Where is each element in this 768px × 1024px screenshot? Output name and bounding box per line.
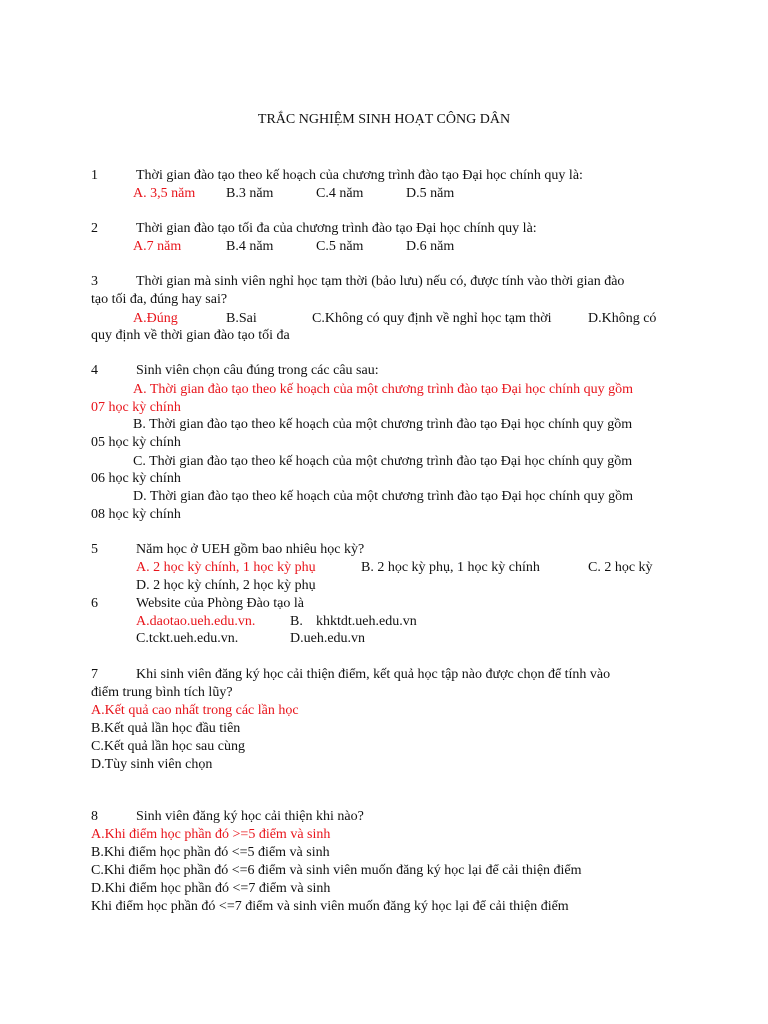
question-8-option-b: B.Khi điểm học phần đó <=5 điểm và sinh bbox=[91, 845, 330, 860]
question-7-number: 7 bbox=[91, 667, 98, 682]
question-7-option-b: B.Kết quả lần học đầu tiên bbox=[91, 721, 241, 736]
question-5-option-a: A. 2 học kỳ chính, 1 học kỳ phụ bbox=[136, 560, 316, 575]
question-8-number: 8 bbox=[91, 809, 98, 824]
question-4-option-b-line1: B. Thời gian đào tạo theo kế hoạch của một chương trình đào tạo Đại học chính quy gồm bbox=[133, 417, 633, 432]
question-4-option-c-line1: C. Thời gian đào tạo theo kế hoạch của một chương trình đào tạo Đại học chính quy gồm bbox=[133, 454, 633, 469]
question-6-option-b-label: B. bbox=[290, 614, 303, 629]
question-3-option-d: D.Không có bbox=[588, 311, 657, 326]
question-4-option-a-line2: 07 học kỳ chính bbox=[91, 400, 181, 415]
question-3-option-c: C.Không có quy định về nghỉ học tạm thời bbox=[312, 311, 552, 326]
document-title: TRẮC NGHIỆM SINH HOẠT CÔNG DÂN bbox=[257, 112, 511, 127]
question-3-option-d-cont: quy định về thời gian đào tạo tối đa bbox=[91, 328, 290, 343]
question-1-text: Thời gian đào tạo theo kế hoạch của chương trình đào tạo Đại học chính quy là: bbox=[136, 168, 583, 183]
question-4-number: 4 bbox=[91, 363, 98, 378]
question-3-number: 3 bbox=[91, 274, 98, 289]
question-7-option-a: A.Kết quả cao nhất trong các lần học bbox=[91, 703, 299, 718]
question-6-number: 6 bbox=[91, 596, 98, 611]
question-5-option-c: C. 2 học kỳ bbox=[588, 560, 653, 575]
question-3-text-line1: Thời gian mà sinh viên nghỉ học tạm thời (bảo lưu) nếu có, được tính vào thời gian đào bbox=[136, 274, 625, 289]
question-8-option-d: D.Khi điểm học phần đó <=7 điểm và sinh bbox=[91, 881, 331, 896]
question-7-text-line2: điểm trung bình tích lũy? bbox=[91, 685, 233, 700]
question-4-option-d-line2: 08 học kỳ chính bbox=[91, 507, 181, 522]
question-3-option-a: A.Đúng bbox=[133, 311, 178, 326]
question-1-option-d: D.5 năm bbox=[406, 186, 455, 201]
question-6-text: Website của Phòng Đào tạo là bbox=[136, 596, 304, 611]
question-4-option-d-line1: D. Thời gian đào tạo theo kế hoạch của một chương trình đào tạo Đại học chính quy gồm bbox=[133, 489, 633, 504]
question-6-option-a: A.daotao.ueh.edu.vn. bbox=[136, 614, 256, 629]
question-4-text: Sinh viên chọn câu đúng trong các câu sau: bbox=[136, 363, 379, 378]
question-2-option-c: C.5 năm bbox=[316, 239, 364, 254]
question-7-option-d: D.Tùy sinh viên chọn bbox=[91, 757, 213, 772]
question-2-option-d: D.6 năm bbox=[406, 239, 455, 254]
question-7-option-c: C.Kết quả lần học sau cùng bbox=[91, 739, 245, 754]
question-1-option-a: A. 3,5 năm bbox=[133, 186, 196, 201]
question-6-option-c: C.tckt.ueh.edu.vn. bbox=[136, 631, 239, 646]
question-8-option-c: C.Khi điểm học phần đó <=6 điểm và sinh viên muốn đăng ký học lại để cải thiện điểm bbox=[91, 863, 582, 878]
question-5-text: Năm học ở UEH gồm bao nhiêu học kỳ? bbox=[136, 542, 365, 557]
question-5-option-b: B. 2 học kỳ phụ, 1 học kỳ chính bbox=[361, 560, 540, 575]
question-2-number: 2 bbox=[91, 221, 98, 236]
question-8-option-a: A.Khi điểm học phần đó >=5 điểm và sinh bbox=[91, 827, 331, 842]
question-1-option-b: B.3 năm bbox=[226, 186, 274, 201]
question-5-option-d: D. 2 học kỳ chính, 2 học kỳ phụ bbox=[136, 578, 316, 593]
question-6-option-d: D.ueh.edu.vn bbox=[290, 631, 366, 646]
question-8-option-e: Khi điểm học phần đó <=7 điểm và sinh viên muốn đăng ký học lại để cải thiện điểm bbox=[91, 899, 569, 914]
question-7-text-line1: Khi sinh viên đăng ký học cải thiện điểm, kết quả học tập nào được chọn để tính vào bbox=[136, 667, 611, 682]
question-3-text-line2: tạo tối đa, đúng hay sai? bbox=[91, 292, 228, 307]
question-2-option-b: B.4 năm bbox=[226, 239, 274, 254]
question-4-option-a-line1: A. Thời gian đào tạo theo kế hoạch của một chương trình đào tạo Đại học chính quy gồm bbox=[133, 382, 633, 397]
question-6-option-b: khktdt.ueh.edu.vn bbox=[316, 614, 417, 629]
question-5-number: 5 bbox=[91, 542, 98, 557]
question-2-option-a: A.7 năm bbox=[133, 239, 182, 254]
question-3-option-b: B.Sai bbox=[226, 311, 257, 326]
question-1-number: 1 bbox=[91, 168, 98, 183]
question-2-text: Thời gian đào tạo tối đa của chương trình đào tạo Đại học chính quy là: bbox=[136, 221, 537, 236]
question-4-option-b-line2: 05 học kỳ chính bbox=[91, 435, 181, 450]
question-4-option-c-line2: 06 học kỳ chính bbox=[91, 471, 181, 486]
question-8-text: Sinh viên đăng ký học cải thiện khi nào? bbox=[136, 809, 364, 824]
question-1-option-c: C.4 năm bbox=[316, 186, 364, 201]
